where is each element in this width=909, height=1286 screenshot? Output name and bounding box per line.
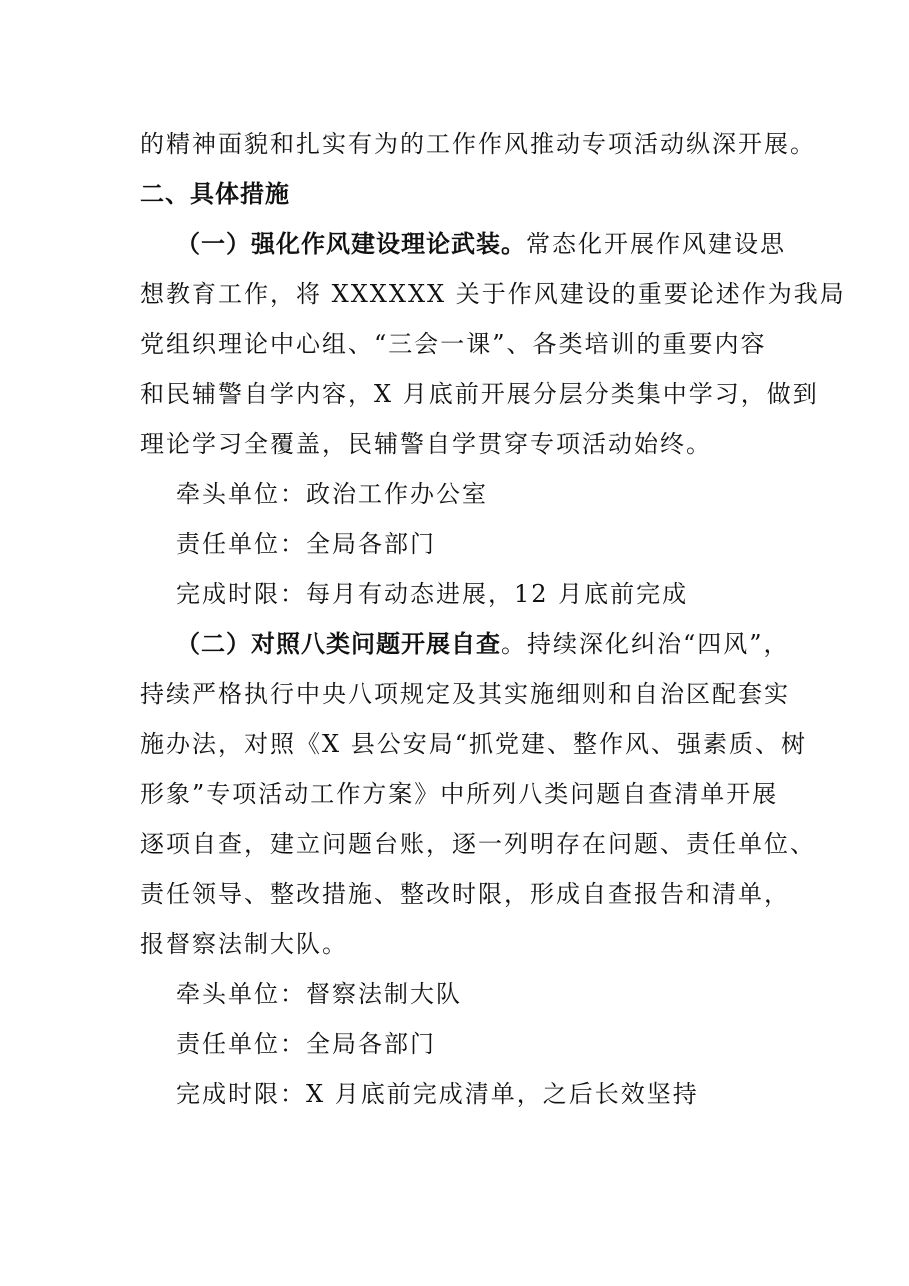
item2-text-line: 形象”专项活动工作方案》中所列八类问题自查清单开展 [140,780,779,808]
item2-text-line: 责任领导、整改措施、整改时限，形成自查报告和清单， [140,880,790,908]
item1-lead-unit: 牵头单位：政治工作办公室 [176,480,488,508]
continuation-line: 的精神面貌和扎实有为的工作作风推动专项活动纵深开展。 [140,130,816,158]
item1-text-line: 想教育工作，将 XXXXXX 关于作风建设的重要论述作为我局 [140,280,846,308]
item1-title: （一）强化作风建设理论武装。 [176,230,526,258]
item2-deadline: 完成时限：X 月底前完成清单，之后长效坚持 [176,1080,699,1108]
item2-text-line: 逐项自查，建立问题台账，逐一列明存在问题、责任单位、 [140,830,816,858]
item2-text-line: 报督察法制大队。 [140,930,348,958]
item2-text-line: 持续严格执行中央八项规定及其实施细则和自治区配套实 [140,680,790,708]
item1-first-line [176,228,786,260]
item1-text-line: 和民辅警自学内容，X 月底前开展分层分类集中学习，做到 [140,380,819,408]
item1-text-line: 理论学习全覆盖，民辅警自学贯穿专项活动始终。 [140,430,712,458]
item2-responsible-unit: 责任单位：全局各部门 [176,1030,436,1058]
item2-lead-unit: 牵头单位：督察法制大队 [176,980,462,1008]
item2-first-line [176,628,790,660]
item1-responsible-unit: 责任单位：全局各部门 [176,530,436,558]
item1-deadline: 完成时限：每月有动态进展，12 月底前完成 [176,580,689,608]
item2-text-line: 施办法，对照《X 县公安局“抓党建、整作风、强素质、树 [140,730,807,758]
item1-text-line: 常态化开展作风建设思 [526,230,786,258]
section-heading: 二、具体措施 [140,180,290,208]
item2-text-line: 。持续深化纠治“四风”， [501,630,790,658]
item2-title: （二）对照八类问题开展自查 [176,630,501,658]
item1-text-line: 党组织理论中心组、“三会一课”、各类培训的重要内容 [140,330,767,358]
